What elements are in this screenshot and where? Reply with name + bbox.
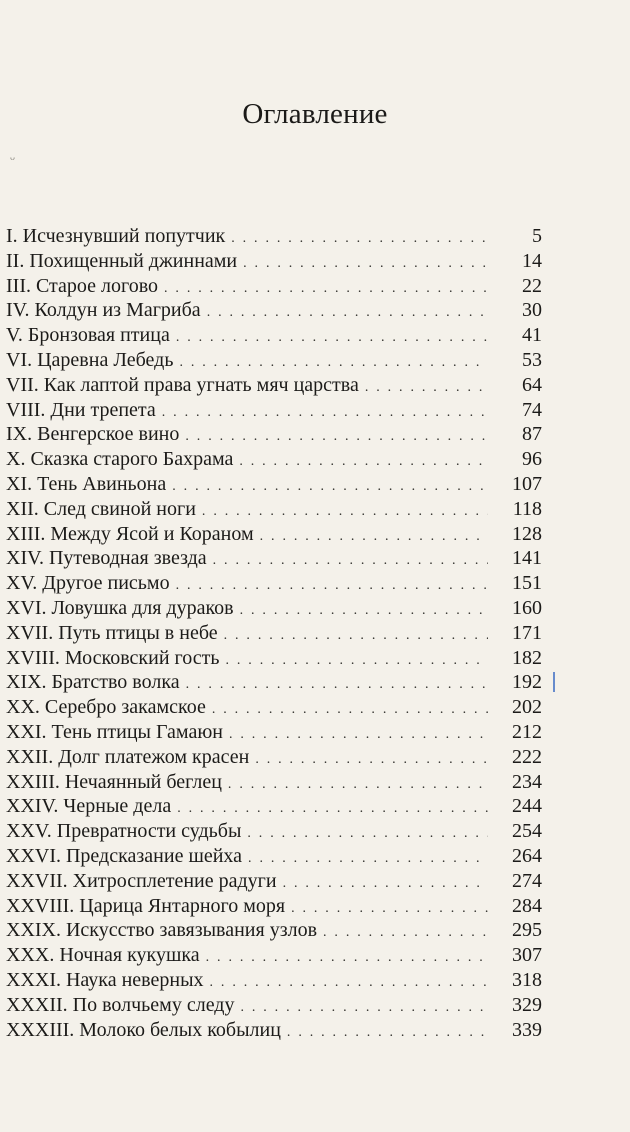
page-title: Оглавление [242,98,388,130]
dot-leader [231,229,488,249]
dot-leader [248,849,488,869]
toc-page-number: 30 [522,299,542,322]
toc-entry-title: XXVIII. Царица Янтарного моря [6,894,286,917]
toc-page-number: 5 [532,225,542,247]
toc-page-number: 182 [512,646,542,669]
dot-leader [176,576,488,596]
toc-page-number: 254 [512,820,542,843]
toc-entry [6,422,542,447]
dot-leader [176,328,488,348]
dot-leader [212,700,488,720]
dot-leader [240,601,488,621]
dot-leader [260,527,488,547]
toc-entry [6,894,542,919]
toc-entry [6,794,542,819]
dot-leader [172,477,488,497]
toc-page-number: 87 [522,423,542,446]
toc-entry [6,522,542,547]
dot-leader [206,948,488,968]
toc-page-number: 192 [512,671,542,694]
toc-page-number: 160 [512,596,542,619]
toc-entry-title: XX. Серебро закамское [6,696,206,719]
toc-entry [6,918,542,943]
dot-leader [365,378,488,398]
toc-page-number: 128 [512,522,542,545]
toc-entry-title: XVII. Путь птицы в небе [6,621,218,644]
dot-leader [186,675,488,695]
toc-entry-title: XXX. Ночная кукушка [6,944,200,967]
toc-page-number: 202 [512,696,542,719]
toc-entry-title: XXXIII. Молоко белых кобылиц [6,1018,281,1041]
toc-entry [6,398,542,423]
toc-entry [6,596,542,621]
dot-leader [226,651,489,671]
dot-leader [323,923,488,943]
dot-leader [228,775,488,795]
toc-page-number: 14 [522,249,542,272]
toc-entry-title: XXXI. Наука неверных [6,968,204,991]
toc-entry-title: X. Сказка старого Бахрама [6,448,234,471]
toc-entry-title: XXIV. Черные дела [6,795,172,818]
toc-entry [6,224,542,249]
toc-entry [6,819,542,844]
toc-entry-title: XXVII. Хитросплетение радуги [6,869,277,892]
toc-entry-title: XXV. Превратности судьбы [6,820,242,843]
toc-entry-title: VII. Как лаптой права угнать мяч царства [6,373,359,396]
text-cursor-icon [553,672,555,692]
dot-leader [240,998,488,1018]
dot-leader [247,824,488,844]
dot-leader [229,725,488,745]
toc-entry [6,770,542,795]
dot-leader [207,303,488,323]
dot-leader [210,973,488,993]
toc-page-number: 41 [522,324,542,347]
toc-entry-title: XVI. Ловушка для дураков [6,596,234,619]
toc-entry [6,968,542,993]
toc-entry [6,348,542,373]
toc-page-number: 329 [512,993,542,1016]
toc-entry [6,571,542,596]
toc-entry-title: VI. Царевна Лебедь [6,348,174,371]
toc-page-number: 74 [522,398,542,421]
toc-entry [6,497,542,522]
toc-entry-title: XIII. Между Ясой и Кораном [6,522,254,545]
toc-page-number: 274 [512,869,542,892]
toc-entry [6,323,542,348]
toc-entry-title: VIII. Дни трепета [6,398,156,421]
dot-leader [243,254,488,274]
toc-entry-title: III. Старое логово [6,274,159,297]
toc-entry-title: XXIII. Нечаянный беглец [6,770,222,793]
toc-page-number: 212 [512,720,542,743]
dot-leader [224,626,488,646]
toc-entry [6,695,542,720]
toc-page-number: 96 [522,448,542,471]
toc-entry [6,869,542,894]
toc-page-number: 222 [512,745,542,768]
scan-speck-icon: ᴗ [10,152,15,163]
toc-entry-title: V. Бронзовая птица [6,324,170,347]
toc-entry-title: XXII. Долг платежом красен [6,745,250,768]
dot-leader [255,750,488,770]
dot-leader [164,279,488,299]
toc-page-number: 318 [512,968,542,991]
dot-leader [162,403,488,423]
dot-leader [177,799,488,819]
toc-entry-title: IV. Колдун из Магриба [6,299,201,322]
toc-entry-title: I. Исчезнувший попутчик [6,225,226,247]
toc-entry-title: IX. Венгерское вино [6,423,180,446]
toc-entry-title: XXXII. По волчьему следу [6,993,235,1016]
dot-leader [283,874,488,894]
toc-entry [6,943,542,968]
dot-leader [291,899,488,919]
toc-entry [6,447,542,472]
toc-page-number: 307 [512,944,542,967]
toc-page-number: 234 [512,770,542,793]
toc-page-number: 141 [512,547,542,570]
toc-entry [6,993,542,1018]
toc-entry [6,298,542,323]
toc-entry [6,472,542,497]
toc-page-number: 295 [512,919,542,942]
toc-entry-title: XVIII. Московский гость [6,646,220,669]
toc-entry [6,274,542,299]
dot-leader [179,353,488,373]
toc-entry-title: XIX. Братство волка [6,671,180,694]
toc-entry [6,670,542,695]
toc-entry-title: XII. След свиной ноги [6,497,196,520]
toc-entry-title: XXIX. Искусство завязывания узлов [6,919,318,942]
toc-entry [6,373,542,398]
toc-page-number: 284 [512,894,542,917]
toc-entry [6,646,542,671]
toc-page-number: 107 [512,472,542,495]
dot-leader [202,502,488,522]
dot-leader [239,452,488,472]
toc-page-number: 151 [512,572,542,595]
dot-leader [287,1023,488,1043]
toc-page-number: 64 [522,373,542,396]
toc-entry-title: XXVI. Предсказание шейха [6,844,243,867]
toc-page-number: 264 [512,844,542,867]
toc-entry-title: XXI. Тень птицы Гамаюн [6,720,223,743]
toc-entry [6,720,542,745]
toc-entry-title: XV. Другое письмо [6,572,170,595]
toc-entry [6,1018,542,1043]
dot-leader [213,551,488,571]
dot-leader [185,427,488,447]
toc-entry-title: XIV. Путеводная звезда [6,547,207,570]
toc-entry [6,844,542,869]
toc-entry [6,546,542,571]
table-of-contents [6,224,542,1042]
toc-entry-title: II. Похищенный джиннами [6,249,238,272]
toc-page-number: 339 [512,1018,542,1041]
toc-page-number: 53 [522,348,542,371]
toc-page-number: 244 [512,795,542,818]
toc-entry-title: XI. Тень Авиньона [6,472,167,495]
toc-entry [6,745,542,770]
toc-page-number: 22 [522,274,542,297]
toc-page-number: 118 [512,497,542,520]
toc-page-number: 171 [512,621,542,644]
toc-entry [6,249,542,274]
toc-entry [6,621,542,646]
